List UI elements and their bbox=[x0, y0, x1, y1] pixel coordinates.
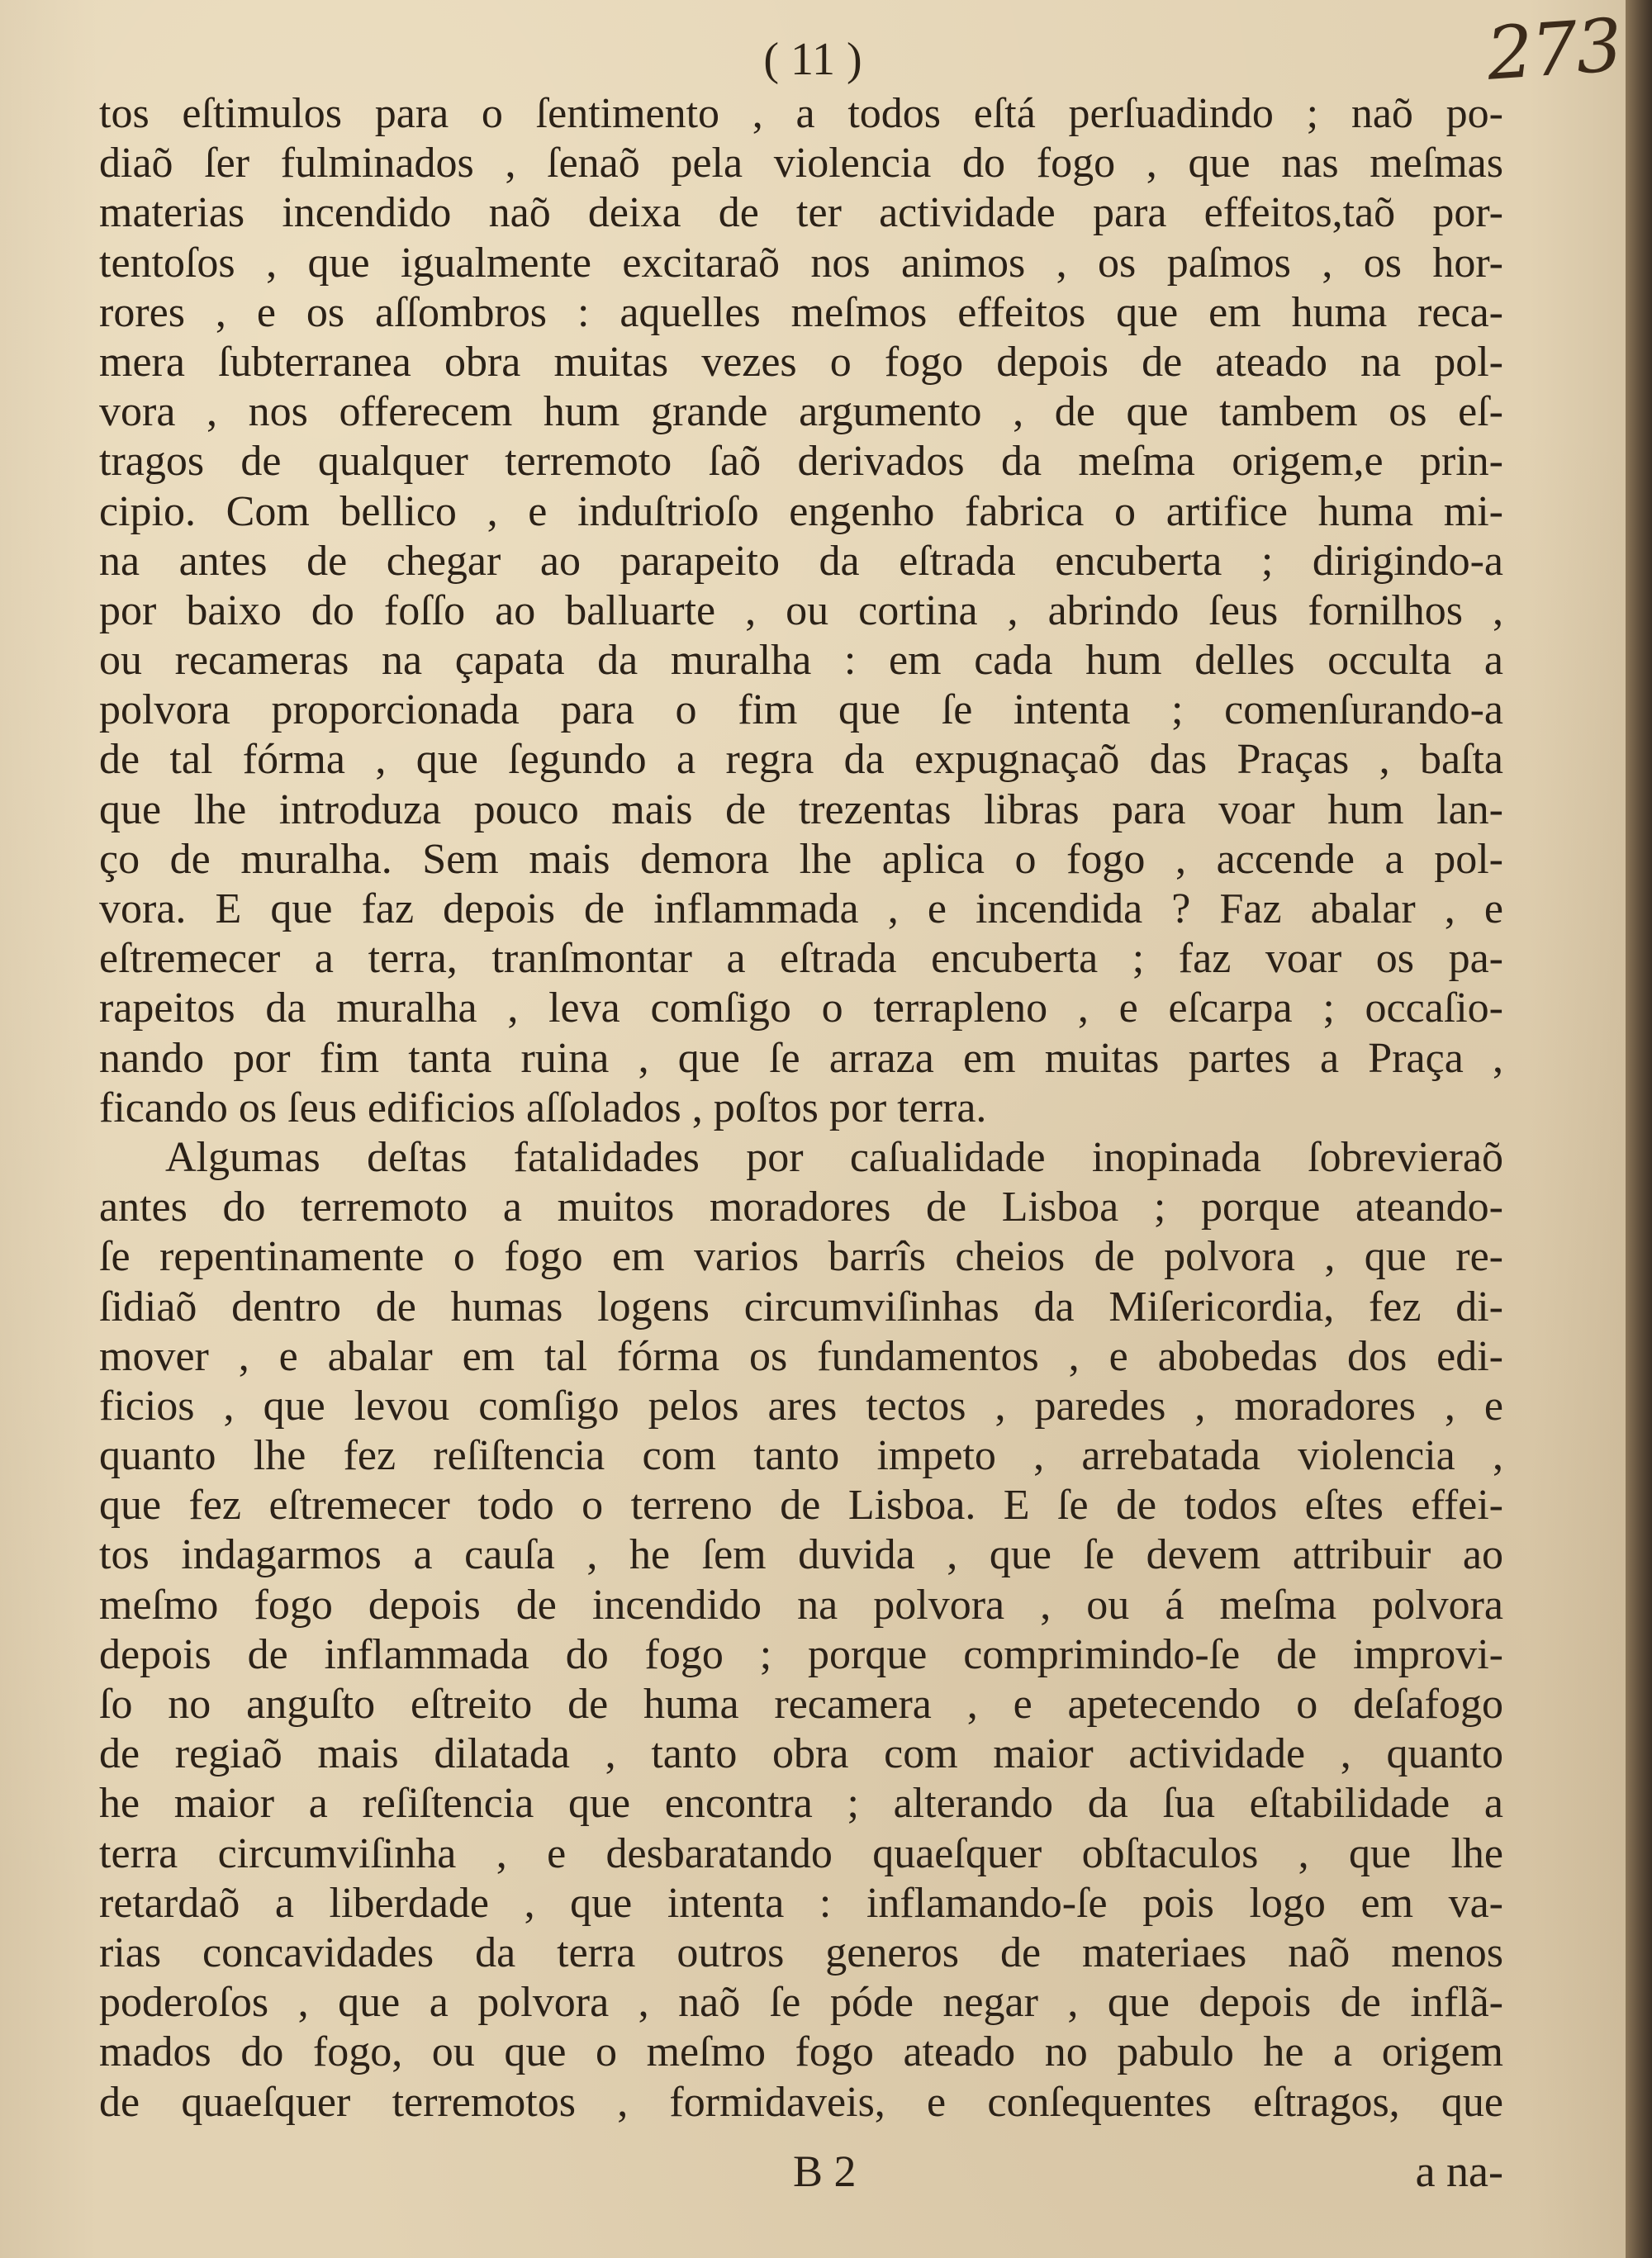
text-line: diaõ ſer fulminados , ſenaõ pela violencia do fogo , que nas meſmas bbox=[99, 140, 1503, 187]
body-text bbox=[99, 89, 1503, 2128]
text-line: ço de muralha. Sem mais demora lhe aplica o fogo , accende a pol- bbox=[99, 835, 1503, 883]
text-line: por baixo do foſſo ao balluarte , ou cortina , abrindo ſeus fornilhos , bbox=[99, 586, 1503, 634]
text-line: que fez eſtremecer todo o terreno de Lisboa. E ſe de todos eſtes effei- bbox=[99, 1482, 1503, 1530]
text-line: tos eſtimulos para o ſentimento , a todos eſtá perſuadindo ; naõ po- bbox=[99, 90, 1503, 137]
text-line: cipio. Com bellico , e induſtrioſo engenho fabrica o artifice huma mi- bbox=[99, 487, 1503, 535]
text-line: materias incendido naõ deixa de ter actividade para effeitos,taõ por- bbox=[99, 189, 1503, 237]
text-line: nando por fim tanta ruina , que ſe arraza em muitas partes a Praça , bbox=[99, 1034, 1503, 1082]
text-line: tentoſos , que igualmente excitaraõ nos animos , os paſmos , os hor- bbox=[99, 239, 1503, 287]
text-line: tos indagarmos a cauſa , he ſem duvida , que ſe devem attribuir ao bbox=[99, 1531, 1503, 1579]
text-line: ficando os ſeus edificios aſſolados , poſtos por terra. bbox=[99, 1084, 987, 1131]
text-line: depois de inflammada do fogo ; porque comprimindo-ſe de improvi- bbox=[99, 1630, 1503, 1678]
text-line: he maior a reſiſtencia que encontra ; alterando da ſua eſtabilidade a bbox=[99, 1780, 1503, 1828]
text-line: rapeitos da muralha , leva comſigo o terrapleno , e eſcarpa ; occaſio- bbox=[99, 984, 1503, 1032]
text-line: que lhe introduza pouco mais de trezentas libras para voar hum lan- bbox=[99, 785, 1503, 833]
text-line: ficios , que levou comſigo pelos ares tectos , paredes , moradores , e bbox=[99, 1382, 1503, 1430]
paragraph-2 bbox=[99, 1133, 1503, 2128]
catchword: a na- bbox=[1415, 2147, 1503, 2196]
text-line: ou recameras na çapata da muralha : em cada hum delles occulta a bbox=[99, 637, 1503, 685]
text-line: tragos de qualquer terremoto ſaõ derivados da meſma origem,e prin- bbox=[99, 438, 1503, 486]
text-line: rores , e os aſſombros : aquelles meſmos effeitos que em huma reca- bbox=[99, 288, 1503, 336]
text-line: mera ſubterranea obra muitas vezes o fogo depois de ateado na pol- bbox=[99, 338, 1503, 386]
handwritten-folio-number: 273 bbox=[1483, 2, 1624, 97]
text-line: poderoſos , que a polvora , naõ ſe póde negar , que depois de inflã- bbox=[99, 1979, 1503, 2027]
text-line: ſo no anguſto eſtreito de huma recamera , e apetecendo o deſafogo bbox=[99, 1681, 1503, 1728]
text-line: antes do terremoto a muitos moradores de Lisboa ; porque ateando- bbox=[99, 1184, 1503, 1231]
text-line: rias concavidades da terra outros generos de materiaes naõ menos bbox=[99, 1928, 1503, 1976]
text-line: vora. E que faz depois de inflammada , e incendida ? Faz abalar , e bbox=[99, 885, 1503, 932]
text-line: meſmo fogo depois de incendido na polvora , ou á meſma polvora bbox=[99, 1581, 1503, 1629]
text-line: polvora proporcionada para o fim que ſe intenta ; comenſurando-a bbox=[99, 686, 1503, 734]
text-line: de regiaõ mais dilatada , tanto obra com maior actividade , quanto bbox=[99, 1730, 1503, 1778]
text-line: retardaõ a liberdade , que intenta : inflamando-ſe pois logo em va- bbox=[99, 1879, 1503, 1927]
text-line: mados do fogo, ou que o meſmo fogo ateado no pabulo he a origem bbox=[99, 2028, 1503, 2076]
text-line: eſtremecer a terra, tranſmontar a eſtrada encuberta ; faz voar os pa- bbox=[99, 935, 1503, 983]
text-line: vora , nos offerecem hum grande argumento , de que tambem os eſ- bbox=[99, 388, 1503, 436]
text-line: de tal fórma , que ſegundo a regra da expugnaçaõ das Praças , baſta bbox=[99, 736, 1503, 784]
text-line: de quaeſquer terremotos , formidaveis, e conſequentes eſtragos, que bbox=[99, 2078, 1503, 2126]
page-edge-shadow bbox=[1626, 0, 1652, 2258]
paragraph-1 bbox=[99, 89, 1503, 1133]
text-line: terra circumviſinha , e desbaratando quaeſquer obſtaculos , que lhe bbox=[99, 1829, 1503, 1877]
page-number: ( 11 ) bbox=[763, 34, 862, 85]
signature-mark: B 2 bbox=[793, 2147, 857, 2196]
text-line: mover , e abalar em tal fórma os fundamentos , e abobedas dos edi- bbox=[99, 1332, 1503, 1380]
text-line: ſidiaõ dentro de humas logens circumviſinhas da Miſericordia, fez di- bbox=[99, 1283, 1503, 1331]
text-line: na antes de chegar ao parapeito da eſtrada encuberta ; dirigindo-a bbox=[99, 537, 1503, 585]
text-line: ſe repentinamente o fogo em varios barrîs cheios de polvora , que re- bbox=[99, 1233, 1503, 1281]
text-line: Algumas deſtas fatalidades por caſualidade inopinada ſobrevieraõ bbox=[165, 1133, 1503, 1181]
text-line: quanto lhe fez reſiſtencia com tanto impeto , arrebatada violencia , bbox=[99, 1432, 1503, 1480]
